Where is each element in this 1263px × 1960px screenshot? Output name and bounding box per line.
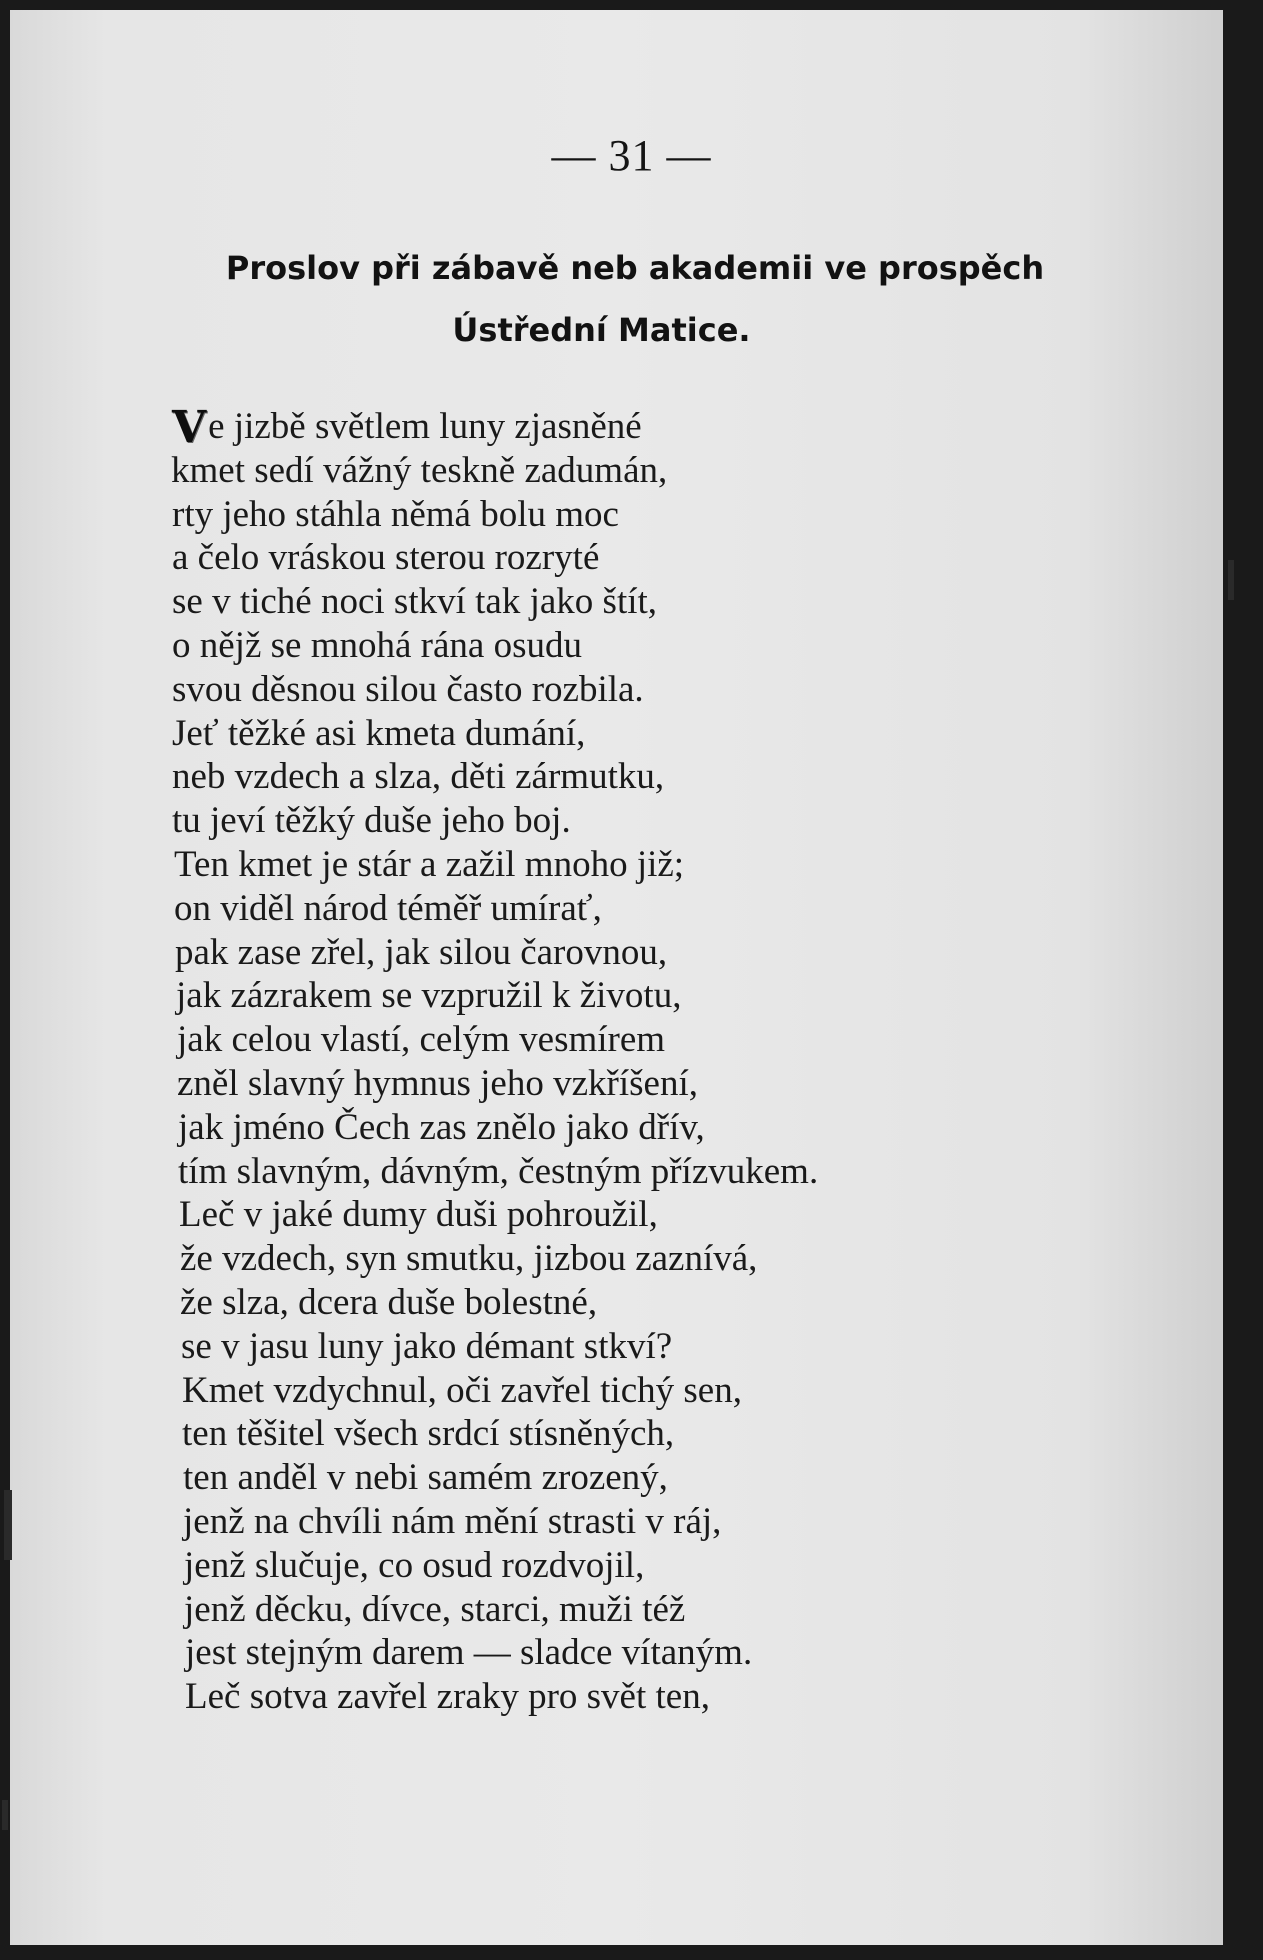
page-edge-mark [2, 1800, 8, 1830]
page-edge-mark [1228, 560, 1234, 600]
heading-line-2: Ústřední Matice. [452, 311, 751, 349]
poem-line: Leč v jaké dumy duši pohroužil, [179, 1194, 658, 1236]
poem-line: ten těšitel všech srdcí stísněných, [182, 1413, 675, 1455]
poem-line: jak jméno Čech zas znělo jako dřív, [178, 1106, 705, 1148]
poem-line: jak zázrakem se vzpružil k životu, [176, 975, 682, 1017]
poem-line: svou děsnou silou často rozbila. [172, 668, 644, 710]
page-edge-mark [4, 1490, 12, 1560]
poem-line: že slza, dcera duše bolestné, [180, 1281, 598, 1323]
poem-line: zněl slavný hymnus jeho vzkříšení, [177, 1062, 698, 1104]
heading-line-1: Proslov při zábavě neb akademii ve prospěch [225, 249, 1045, 287]
poem-line: pak zase zřel, jak silou čarovnou, [175, 931, 668, 973]
poem-line: rty jeho stáhla němá bolu moc [172, 493, 619, 535]
poem-line: Ten kmet je stár a zažil mnoho již; [174, 843, 685, 885]
poem-line: ten anděl v nebi samém zrozený, [183, 1457, 668, 1499]
poem-line: o nějž se mnohá rána osudu [172, 624, 582, 666]
poem-line: že vzdech, syn smutku, jizbou zaznívá, [180, 1238, 758, 1280]
poem-body [171, 402, 1172, 1719]
poem-line: Leč sotva zavřel zraky pro svět ten, [185, 1676, 710, 1718]
poem-line: jak celou vlastí, celým vesmírem [177, 1019, 666, 1061]
poem-line [172, 402, 1172, 453]
page-number: — 31 — [551, 131, 712, 180]
poem-line: jest stejným darem — sladce vítaným. [185, 1632, 753, 1674]
poem-line: Jeť těžké asi kmeta dumání, [172, 712, 586, 754]
poem-line: kmet sedí vážný teskně zadumán, [171, 449, 668, 491]
poem-line: neb vzdech a slza, děti zármutku, [172, 756, 665, 798]
poem-line: a čelo vráskou sterou rozryté [172, 537, 600, 579]
poem-line: jenž slučuje, co osud rozdvojil, [184, 1544, 645, 1586]
poem-line: se v jasu luny jako démant stkví? [181, 1325, 673, 1367]
poem-line: tu jeví těžký duše jeho boj. [172, 800, 571, 842]
poem-line: Kmet vzdychnul, oči zavřel tichý sen, [182, 1369, 742, 1411]
drop-cap: V [172, 402, 207, 453]
poem-line-text: e jizbě světlem luny zjasněné [208, 406, 642, 447]
poem-line: tím slavným, dávným, čestným přízvukem. [178, 1150, 819, 1192]
poem-line: jenž děcku, dívce, starci, muži též [184, 1588, 686, 1630]
poem-line: jenž na chvíli nám mění strasti v ráj, [183, 1500, 722, 1542]
poem-line: on viděl národ téměř umírať, [174, 887, 602, 929]
poem-line: se v tiché noci stkví tak jako štít, [172, 581, 658, 623]
